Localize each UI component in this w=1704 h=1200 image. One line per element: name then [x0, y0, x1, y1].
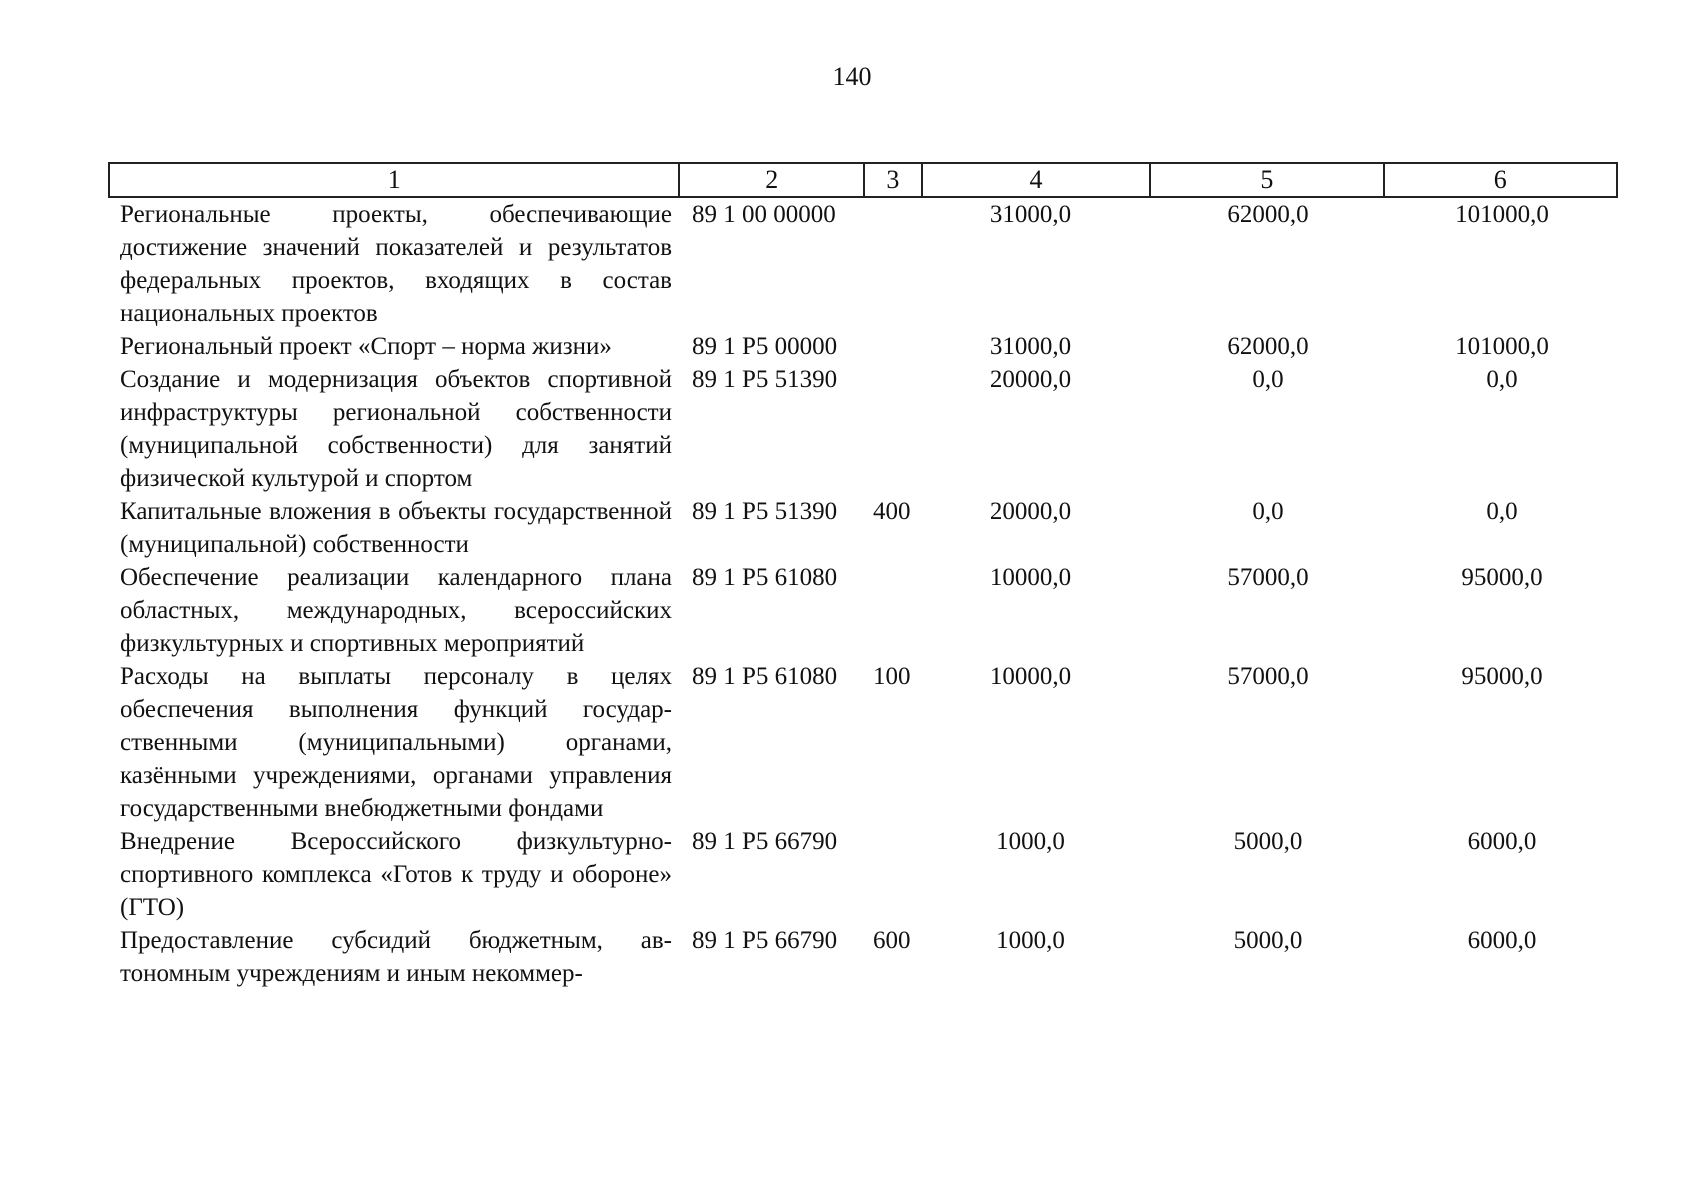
- row-value-5: 57000,0: [1227, 564, 1309, 591]
- row-value-4: 31000,0: [989, 333, 1072, 360]
- row-value-4: 1000,0: [996, 927, 1065, 954]
- column-header-6: 6: [1493, 165, 1507, 194]
- row-name: Предоставление субсидий бюджетным, автономным учреждениям и иным некоммер-: [120, 927, 672, 987]
- table-row: [108, 825, 1618, 924]
- row-name: Капитальные вложения в объекты государственной (муниципальной) собственности: [120, 498, 672, 558]
- row-code: 89 1 P5 51390: [692, 366, 838, 393]
- row-value-4: 10000,0: [989, 564, 1072, 591]
- row-type: [865, 561, 923, 660]
- column-header-5: 5: [1151, 164, 1384, 196]
- table-row: [108, 198, 1618, 330]
- row-value-5: 5000,0: [1233, 828, 1303, 855]
- row-value-6: 6000,0: [1467, 927, 1537, 954]
- row-name: Расходы на выплаты персоналу в целях обеспечения выполнения функций государственными (муниципальными) органами, казёнными учреждениями, органами управления государственными внебюджетными фондами: [120, 663, 672, 822]
- row-value-5: 62000,0: [1227, 201, 1309, 228]
- row-code: 89 1 P5 66790: [692, 828, 838, 855]
- table-row: [108, 363, 1618, 495]
- row-code: 89 1 P5 51390: [692, 498, 838, 525]
- row-name: Создание и модернизация объектов спортивной инфраструктуры региональной собственности (муниципальной собственности) для занятий физической культурой и спортом: [120, 366, 672, 492]
- row-value-6: 101000,0: [1455, 333, 1549, 360]
- table-header-row: [108, 162, 1618, 198]
- row-value-5: 62000,0: [1227, 333, 1309, 360]
- row-value-5: 57000,0: [1227, 663, 1309, 690]
- row-value-4: 20000,0: [989, 366, 1072, 393]
- column-header-4: 4: [923, 164, 1151, 196]
- row-type: 600: [873, 927, 911, 954]
- row-value-6: 95000,0: [1461, 663, 1543, 690]
- row-value-6: 101000,0: [1455, 201, 1549, 228]
- row-value-6: 95000,0: [1461, 564, 1543, 591]
- row-code: 89 1 P5 66790: [692, 927, 838, 954]
- row-type: 100: [873, 663, 911, 690]
- row-type: [865, 198, 923, 330]
- row-value-5: 0,0: [1252, 366, 1284, 393]
- column-header-1: 1: [110, 164, 680, 196]
- row-value-6: 0,0: [1486, 366, 1518, 393]
- table-row: [108, 330, 1618, 363]
- row-name: Региональный проект «Спорт – норма жизни»: [120, 333, 612, 360]
- row-code: 89 1 P5 61080: [692, 663, 838, 690]
- page-number: 140: [832, 62, 872, 91]
- row-value-6: 0,0: [1486, 498, 1518, 525]
- row-value-5: 0,0: [1252, 498, 1284, 525]
- row-type: [865, 330, 923, 363]
- table-row: [108, 924, 1618, 990]
- row-code: 89 1 P5 61080: [692, 564, 838, 591]
- budget-table: [108, 162, 1618, 990]
- table-row: [108, 660, 1618, 825]
- column-header-2: 2: [680, 164, 865, 196]
- row-type: [865, 825, 923, 924]
- row-value-4: 31000,0: [989, 201, 1072, 228]
- row-value-4: 1000,0: [996, 828, 1065, 855]
- row-name: Региональные проекты, обеспечивающие достижение значений показателей и результатов федеральных проектов, входящих в состав национальных проектов: [120, 201, 672, 327]
- row-type: 400: [873, 498, 911, 525]
- row-code: 89 1 00 00000: [692, 201, 836, 228]
- table-row: [108, 495, 1618, 561]
- column-header-3: 3: [865, 164, 923, 196]
- row-value-6: 6000,0: [1467, 828, 1537, 855]
- table-body: [108, 198, 1618, 990]
- row-name: Внедрение Всероссийского физкультурно-спортивного комплекса «Готов к труду и обороне» (ГТО): [120, 828, 672, 921]
- row-code: 89 1 P5 00000: [692, 333, 838, 360]
- row-value-5: 5000,0: [1233, 927, 1303, 954]
- row-value-4: 10000,0: [989, 663, 1072, 690]
- table-row: [108, 561, 1618, 660]
- row-value-4: 20000,0: [989, 498, 1072, 525]
- row-type: [865, 363, 923, 495]
- row-name: Обеспечение реализации календарного плана областных, международных, всероссийских физкультурных и спортивных мероприятий: [120, 564, 672, 657]
